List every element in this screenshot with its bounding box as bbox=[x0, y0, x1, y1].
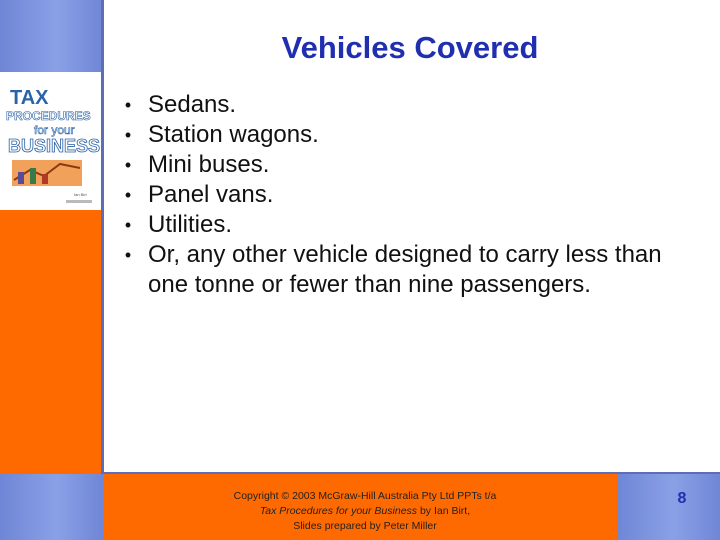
bullet-icon: • bbox=[124, 125, 132, 145]
bullet-icon: • bbox=[124, 185, 132, 205]
copyright-book-title: Tax Procedures for your Business bbox=[259, 505, 418, 517]
cover-title-for-your: for your bbox=[34, 123, 75, 137]
bullet-text: Or, any other vehicle designed to carry less than one tonne or fewer than nine passengers. bbox=[148, 241, 662, 298]
bullet-list bbox=[122, 90, 702, 300]
sidebar-orange-band bbox=[0, 210, 103, 474]
bullet-text: Mini buses. bbox=[148, 151, 270, 178]
copyright-line-3: Slides prepared by Peter Miller bbox=[293, 520, 437, 532]
bullet-text: Sedans. bbox=[148, 91, 237, 118]
cover-title-procedures: PROCEDURES bbox=[6, 109, 91, 123]
sidebar-divider bbox=[101, 0, 104, 474]
cover-title-tax: TAX bbox=[10, 87, 49, 109]
copyright-line-1: Copyright © 2003 McGraw-Hill Australia Pty Ltd PPTs t/a bbox=[233, 490, 497, 502]
cover-title-business: BUSINESS bbox=[8, 136, 101, 156]
footer-left-band bbox=[0, 474, 103, 540]
sidebar-top-band bbox=[0, 0, 103, 72]
bullet-item-panel-vans bbox=[122, 180, 702, 210]
page-number: 8 bbox=[677, 490, 687, 507]
bullet-item-utilities bbox=[122, 210, 702, 240]
bullet-icon: • bbox=[124, 95, 132, 115]
bullet-text: Utilities. bbox=[148, 211, 233, 238]
bullet-item-station-wagons bbox=[122, 120, 702, 150]
bullet-item-other-vehicles bbox=[122, 240, 702, 300]
book-cover-image bbox=[0, 72, 101, 211]
bullet-item-mini-buses bbox=[122, 150, 702, 180]
bullet-icon: • bbox=[124, 215, 132, 235]
slide-title: Vehicles Covered bbox=[281, 30, 539, 65]
bullet-icon: • bbox=[124, 245, 132, 265]
bullet-icon: • bbox=[124, 155, 132, 175]
bullet-text: Panel vans. bbox=[148, 181, 274, 208]
bullet-item-sedans bbox=[122, 90, 702, 120]
cover-author: Ian Birt bbox=[74, 192, 87, 197]
copyright-notice bbox=[195, 489, 535, 534]
copyright-author: by Ian Birt, bbox=[417, 505, 471, 517]
copyright-line-2 bbox=[195, 504, 535, 519]
bullet-text: Station wagons. bbox=[148, 121, 319, 148]
